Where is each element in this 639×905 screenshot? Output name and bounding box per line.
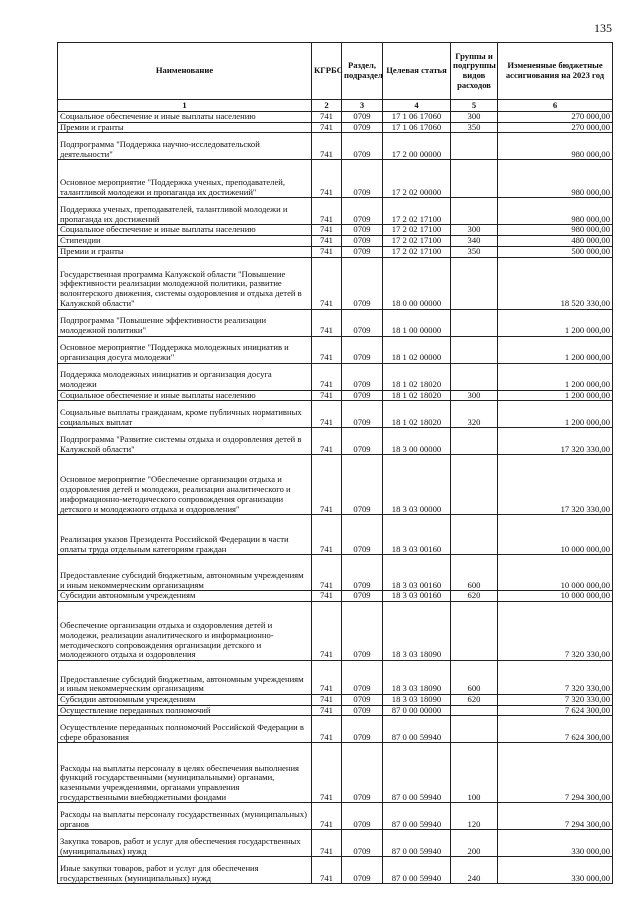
row-name: Иные закупки товаров, работ и услуг для обеспечения государственных (муниципальных) нужд (58, 857, 312, 884)
row-kgrbs: 741 (312, 515, 342, 555)
row-group: 240 (451, 857, 498, 884)
row-section: 0709 (342, 515, 383, 555)
row-section: 0709 (342, 830, 383, 857)
row-group (451, 257, 498, 309)
row-amount: 7 320 330,00 (498, 694, 613, 705)
row-target: 17 2 00 00000 (383, 133, 451, 160)
row-name: Подпрограмма "Поддержка научно-исследовательской деятельности" (58, 133, 312, 160)
row-target: 18 3 03 18090 (383, 694, 451, 705)
row-section: 0709 (342, 455, 383, 515)
table-row (58, 309, 613, 336)
table-row (58, 122, 613, 133)
row-kgrbs: 741 (312, 363, 342, 390)
row-target: 17 2 02 17100 (383, 198, 451, 225)
table-row (58, 716, 613, 743)
row-amount: 980 000,00 (498, 133, 613, 160)
table-row (58, 336, 613, 363)
row-kgrbs: 741 (312, 455, 342, 515)
row-name: Социальное обеспечение и иные выплаты населению (58, 225, 312, 236)
table-row (58, 555, 613, 591)
row-amount: 1 200 000,00 (498, 336, 613, 363)
table-row (58, 257, 613, 309)
row-name: Основное мероприятие "Обеспечение организации отдыха и оздоровления детей и молодежи, реализации аналитического и информационно-методического сопровождения организации детского и молодежного отдыха и оздоровления" (58, 455, 312, 515)
row-kgrbs: 741 (312, 133, 342, 160)
row-name: Социальные выплаты гражданам, кроме публичных нормативных социальных выплат (58, 401, 312, 428)
row-group (451, 336, 498, 363)
column-number: 4 (383, 100, 451, 112)
row-group: 350 (451, 246, 498, 257)
row-amount: 500 000,00 (498, 246, 613, 257)
row-kgrbs: 741 (312, 694, 342, 705)
row-section: 0709 (342, 803, 383, 830)
row-group: 620 (451, 694, 498, 705)
row-group: 300 (451, 225, 498, 236)
row-name: Реализация указов Президента Российской Федерации в части оплаты труда отдельным категориям граждан (58, 515, 312, 555)
table-row (58, 160, 613, 198)
row-name: Осуществление переданных полномочий (58, 705, 312, 716)
row-target: 87 0 00 00000 (383, 705, 451, 716)
table-row (58, 803, 613, 830)
row-name: Поддержка молодежных инициатив и организация досуга молодежи (58, 363, 312, 390)
row-section: 0709 (342, 336, 383, 363)
row-amount: 270 000,00 (498, 122, 613, 133)
row-section: 0709 (342, 390, 383, 401)
row-amount: 270 000,00 (498, 112, 613, 123)
table-row (58, 830, 613, 857)
row-section: 0709 (342, 236, 383, 247)
row-section: 0709 (342, 694, 383, 705)
row-name: Обеспечение организации отдыха и оздоровления детей и молодежи, реализации аналитического и информационно-методического сопровождения организации детского и молодежного отдыха и оздоровления (58, 601, 312, 660)
column-number: 1 (58, 100, 312, 112)
table-row (58, 390, 613, 401)
row-name: Подпрограмма "Повышение эффективности реализации молодежной политики" (58, 309, 312, 336)
row-name: Поддержка ученых, преподавателей, талантливой молодежи и пропаганда их достижений (58, 198, 312, 225)
header-section: Раздел, подраздел (342, 43, 383, 100)
row-section: 0709 (342, 601, 383, 660)
row-amount: 1 200 000,00 (498, 390, 613, 401)
row-target: 18 0 00 00000 (383, 257, 451, 309)
row-target: 17 2 02 00000 (383, 160, 451, 198)
table-row (58, 591, 613, 602)
row-amount: 10 000 000,00 (498, 591, 613, 602)
row-section: 0709 (342, 246, 383, 257)
row-kgrbs: 741 (312, 257, 342, 309)
row-name: Государственная программа Калужской области "Повышение эффективности реализации молодежной политики, развитие волонтерского движения, системы оздоровления и отдыха детей в Калужской области" (58, 257, 312, 309)
column-number: 3 (342, 100, 383, 112)
row-target: 17 1 06 17060 (383, 112, 451, 123)
row-amount: 980 000,00 (498, 198, 613, 225)
row-group: 350 (451, 122, 498, 133)
row-group (451, 716, 498, 743)
row-group: 100 (451, 743, 498, 803)
page-number: 135 (594, 21, 612, 35)
row-section: 0709 (342, 401, 383, 428)
table-row (58, 660, 613, 694)
row-group: 320 (451, 401, 498, 428)
row-kgrbs: 741 (312, 857, 342, 884)
row-amount: 1 200 000,00 (498, 309, 613, 336)
row-kgrbs: 741 (312, 198, 342, 225)
row-target: 17 2 02 17100 (383, 225, 451, 236)
row-group (451, 160, 498, 198)
row-amount: 17 320 330,00 (498, 455, 613, 515)
row-section: 0709 (342, 857, 383, 884)
row-target: 17 2 02 17100 (383, 246, 451, 257)
row-target: 18 3 00 00000 (383, 428, 451, 455)
row-name: Подпрограмма "Развитие системы отдыха и оздоровления детей в Калужской области" (58, 428, 312, 455)
table-row (58, 515, 613, 555)
row-group: 300 (451, 112, 498, 123)
row-section: 0709 (342, 112, 383, 123)
row-group: 620 (451, 591, 498, 602)
row-amount: 10 000 000,00 (498, 555, 613, 591)
row-target: 18 1 02 18020 (383, 363, 451, 390)
row-section: 0709 (342, 660, 383, 694)
row-name: Основное мероприятие "Поддержка ученых, преподавателей, талантливой молодежи и пропаганда их достижений" (58, 160, 312, 198)
row-amount: 330 000,00 (498, 830, 613, 857)
row-kgrbs: 741 (312, 336, 342, 363)
column-number: 6 (498, 100, 613, 112)
table-body (58, 112, 613, 884)
row-section: 0709 (342, 309, 383, 336)
row-kgrbs: 741 (312, 716, 342, 743)
row-target: 87 0 00 59940 (383, 743, 451, 803)
row-target: 18 3 03 00160 (383, 555, 451, 591)
row-target: 18 3 03 00160 (383, 591, 451, 602)
row-kgrbs: 741 (312, 390, 342, 401)
row-group (451, 309, 498, 336)
row-target: 18 1 00 00000 (383, 309, 451, 336)
row-target: 18 1 02 18020 (383, 390, 451, 401)
row-name: Социальное обеспечение и иные выплаты населению (58, 390, 312, 401)
row-target: 87 0 00 59940 (383, 857, 451, 884)
row-group (451, 705, 498, 716)
row-amount: 980 000,00 (498, 160, 613, 198)
row-section: 0709 (342, 743, 383, 803)
row-group: 300 (451, 390, 498, 401)
row-target: 18 3 03 00000 (383, 455, 451, 515)
table-row (58, 455, 613, 515)
row-group: 600 (451, 660, 498, 694)
row-group (451, 428, 498, 455)
budget-table (57, 42, 613, 884)
row-kgrbs: 741 (312, 122, 342, 133)
row-kgrbs: 741 (312, 803, 342, 830)
row-group: 340 (451, 236, 498, 247)
row-section: 0709 (342, 160, 383, 198)
row-target: 18 1 02 00000 (383, 336, 451, 363)
table-row (58, 112, 613, 123)
row-kgrbs: 741 (312, 591, 342, 602)
row-group: 200 (451, 830, 498, 857)
row-amount: 10 000 000,00 (498, 515, 613, 555)
header-groups: Группы и подгруппы видов расходов (451, 43, 498, 100)
row-amount: 480 000,00 (498, 236, 613, 247)
row-kgrbs: 741 (312, 160, 342, 198)
row-name: Субсидии автономным учреждениям (58, 694, 312, 705)
row-group: 600 (451, 555, 498, 591)
row-amount: 17 320 330,00 (498, 428, 613, 455)
table-row (58, 363, 613, 390)
row-kgrbs: 741 (312, 830, 342, 857)
row-group: 120 (451, 803, 498, 830)
row-target: 87 0 00 59940 (383, 803, 451, 830)
row-kgrbs: 741 (312, 743, 342, 803)
row-name: Субсидии автономным учреждениям (58, 591, 312, 602)
header-target: Целевая статья (383, 43, 451, 100)
row-kgrbs: 741 (312, 246, 342, 257)
row-section: 0709 (342, 225, 383, 236)
row-section: 0709 (342, 122, 383, 133)
table-row (58, 133, 613, 160)
row-target: 87 0 00 59940 (383, 830, 451, 857)
row-group (451, 601, 498, 660)
row-target: 87 0 00 59940 (383, 716, 451, 743)
row-amount: 7 320 330,00 (498, 601, 613, 660)
table-row (58, 236, 613, 247)
table-row (58, 705, 613, 716)
table-row (58, 694, 613, 705)
row-amount: 7 294 300,00 (498, 803, 613, 830)
row-amount: 18 520 330,00 (498, 257, 613, 309)
row-kgrbs: 741 (312, 601, 342, 660)
row-group (451, 198, 498, 225)
row-kgrbs: 741 (312, 660, 342, 694)
row-kgrbs: 741 (312, 236, 342, 247)
row-section: 0709 (342, 198, 383, 225)
table-row (58, 857, 613, 884)
row-name: Основное мероприятие "Поддержка молодежных инициатив и организация досуга молодежи" (58, 336, 312, 363)
row-kgrbs: 741 (312, 401, 342, 428)
header-name: Наименование (58, 43, 312, 100)
row-amount: 7 624 300,00 (498, 705, 613, 716)
row-group (451, 133, 498, 160)
row-name: Расходы на выплаты персоналу государственных (муниципальных) органов (58, 803, 312, 830)
row-name: Премии и гранты (58, 246, 312, 257)
table-row (58, 401, 613, 428)
row-kgrbs: 741 (312, 555, 342, 591)
row-amount: 7 294 300,00 (498, 743, 613, 803)
column-number: 5 (451, 100, 498, 112)
row-group (451, 455, 498, 515)
row-name: Осуществление переданных полномочий Российской Федерации в сфере образования (58, 716, 312, 743)
row-kgrbs: 741 (312, 225, 342, 236)
row-section: 0709 (342, 133, 383, 160)
table-row (58, 246, 613, 257)
row-section: 0709 (342, 591, 383, 602)
row-target: 17 2 02 17100 (383, 236, 451, 247)
header-kgrbs: КГРБС (312, 43, 342, 100)
row-target: 18 3 03 00160 (383, 515, 451, 555)
row-kgrbs: 741 (312, 309, 342, 336)
row-group (451, 515, 498, 555)
row-kgrbs: 741 (312, 705, 342, 716)
row-name: Премии и гранты (58, 122, 312, 133)
row-section: 0709 (342, 257, 383, 309)
row-name: Стипендии (58, 236, 312, 247)
row-kgrbs: 741 (312, 428, 342, 455)
table-row (58, 601, 613, 660)
row-name: Социальное обеспечение и иные выплаты населению (58, 112, 312, 123)
column-number: 2 (312, 100, 342, 112)
table-row (58, 743, 613, 803)
row-name: Закупка товаров, работ и услуг для обеспечения государственных (муниципальных) нужд (58, 830, 312, 857)
row-amount: 980 000,00 (498, 225, 613, 236)
row-amount: 1 200 000,00 (498, 363, 613, 390)
row-name: Предоставление субсидий бюджетным, автономным учреждениям и иным некоммерческим организациям (58, 660, 312, 694)
row-amount: 330 000,00 (498, 857, 613, 884)
row-section: 0709 (342, 555, 383, 591)
row-section: 0709 (342, 705, 383, 716)
row-target: 18 1 02 18020 (383, 401, 451, 428)
header-amount: Измененные бюджетные ассигнования на 2023 год (498, 43, 613, 100)
row-amount: 1 200 000,00 (498, 401, 613, 428)
row-section: 0709 (342, 363, 383, 390)
row-section: 0709 (342, 428, 383, 455)
row-target: 18 3 03 18090 (383, 601, 451, 660)
row-amount: 7 624 300,00 (498, 716, 613, 743)
row-amount: 7 320 330,00 (498, 660, 613, 694)
row-group (451, 363, 498, 390)
row-name: Предоставление субсидий бюджетным, автономным учреждениям и иным некоммерческим организациям (58, 555, 312, 591)
table-row (58, 225, 613, 236)
row-target: 17 1 06 17060 (383, 122, 451, 133)
table-row (58, 428, 613, 455)
row-section: 0709 (342, 716, 383, 743)
row-kgrbs: 741 (312, 112, 342, 123)
row-target: 18 3 03 18090 (383, 660, 451, 694)
row-name: Расходы на выплаты персоналу в целях обеспечения выполнения функций государственными (муниципальными) органами, казенными учреждениями, органами управления государственными внебюджетными фондами (58, 743, 312, 803)
table-row (58, 198, 613, 225)
